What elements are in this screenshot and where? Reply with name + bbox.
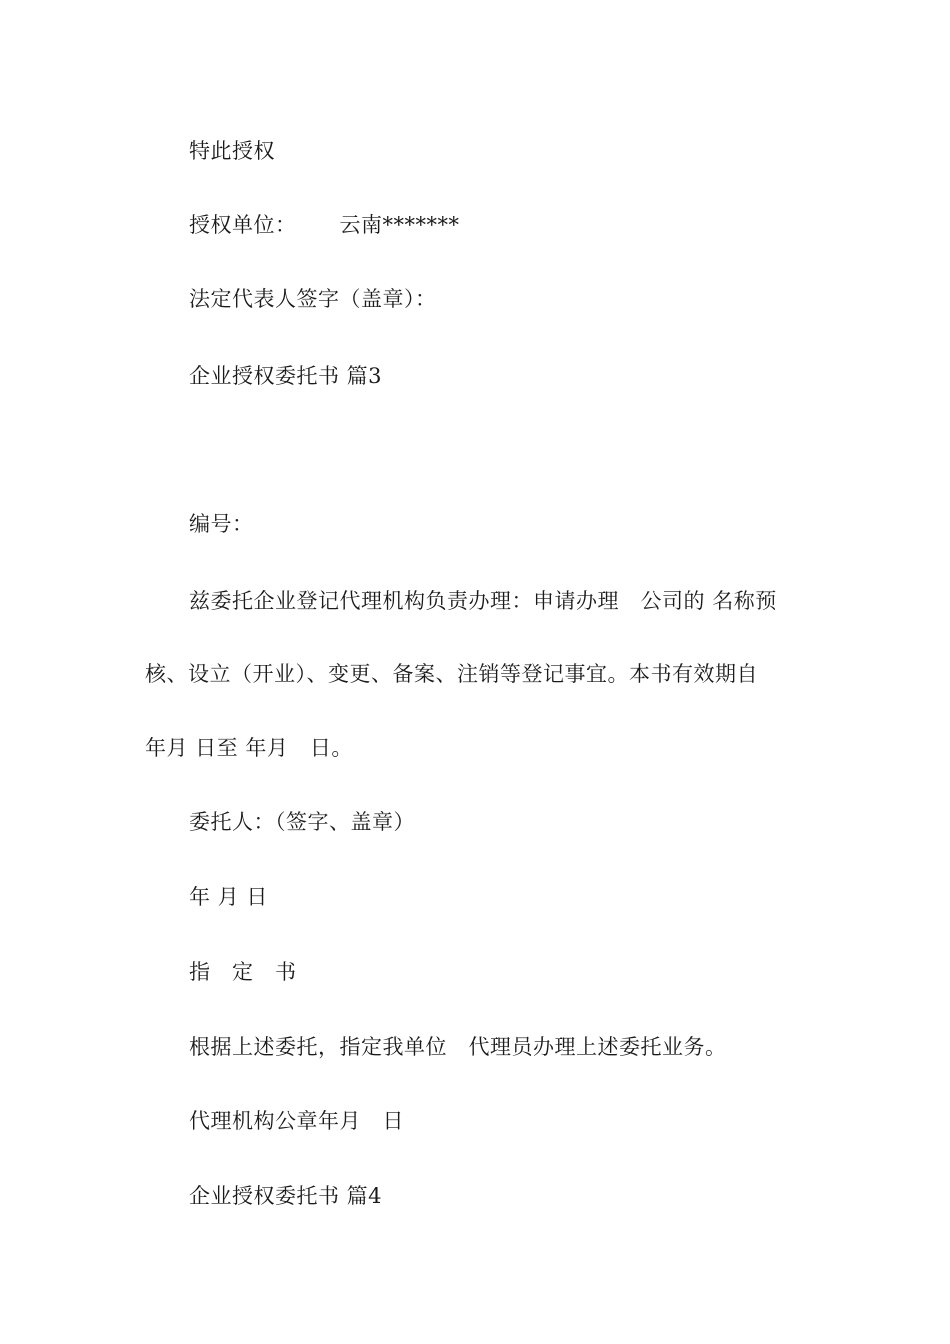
paragraph-line-2: 核、设立（开业）、变更、备案、注销等登记事宜。本书有效期自 <box>145 662 758 686</box>
paragraph-line-3: 年月 日至 年月 日。 <box>145 736 353 760</box>
authorizing-unit-line: 授权单位： 云南******* <box>189 213 460 237</box>
paragraph-line-1: 兹委托企业登记代理机构负责办理：申请办理 公司的 名称预 <box>189 589 777 613</box>
date-line: 年 月 日 <box>189 885 268 909</box>
authorization-statement: 特此授权 <box>189 139 275 163</box>
section-heading-3: 企业授权委托书 篇3 <box>189 364 383 388</box>
number-line: 编号： <box>189 512 254 536</box>
section-heading-4: 企业授权委托书 篇4 <box>189 1184 383 1208</box>
principal-signature-line: 委托人：（签字、盖章） <box>189 810 415 834</box>
agency-seal-date-line: 代理机构公章年月 日 <box>189 1109 405 1133</box>
legal-representative-signature-line: 法定代表人签字（盖章）： <box>189 287 437 311</box>
designation-paragraph: 根据上述委托，指定我单位 代理员办理上述委托业务。 <box>189 1035 727 1059</box>
designation-title: 指 定 书 <box>189 960 297 984</box>
